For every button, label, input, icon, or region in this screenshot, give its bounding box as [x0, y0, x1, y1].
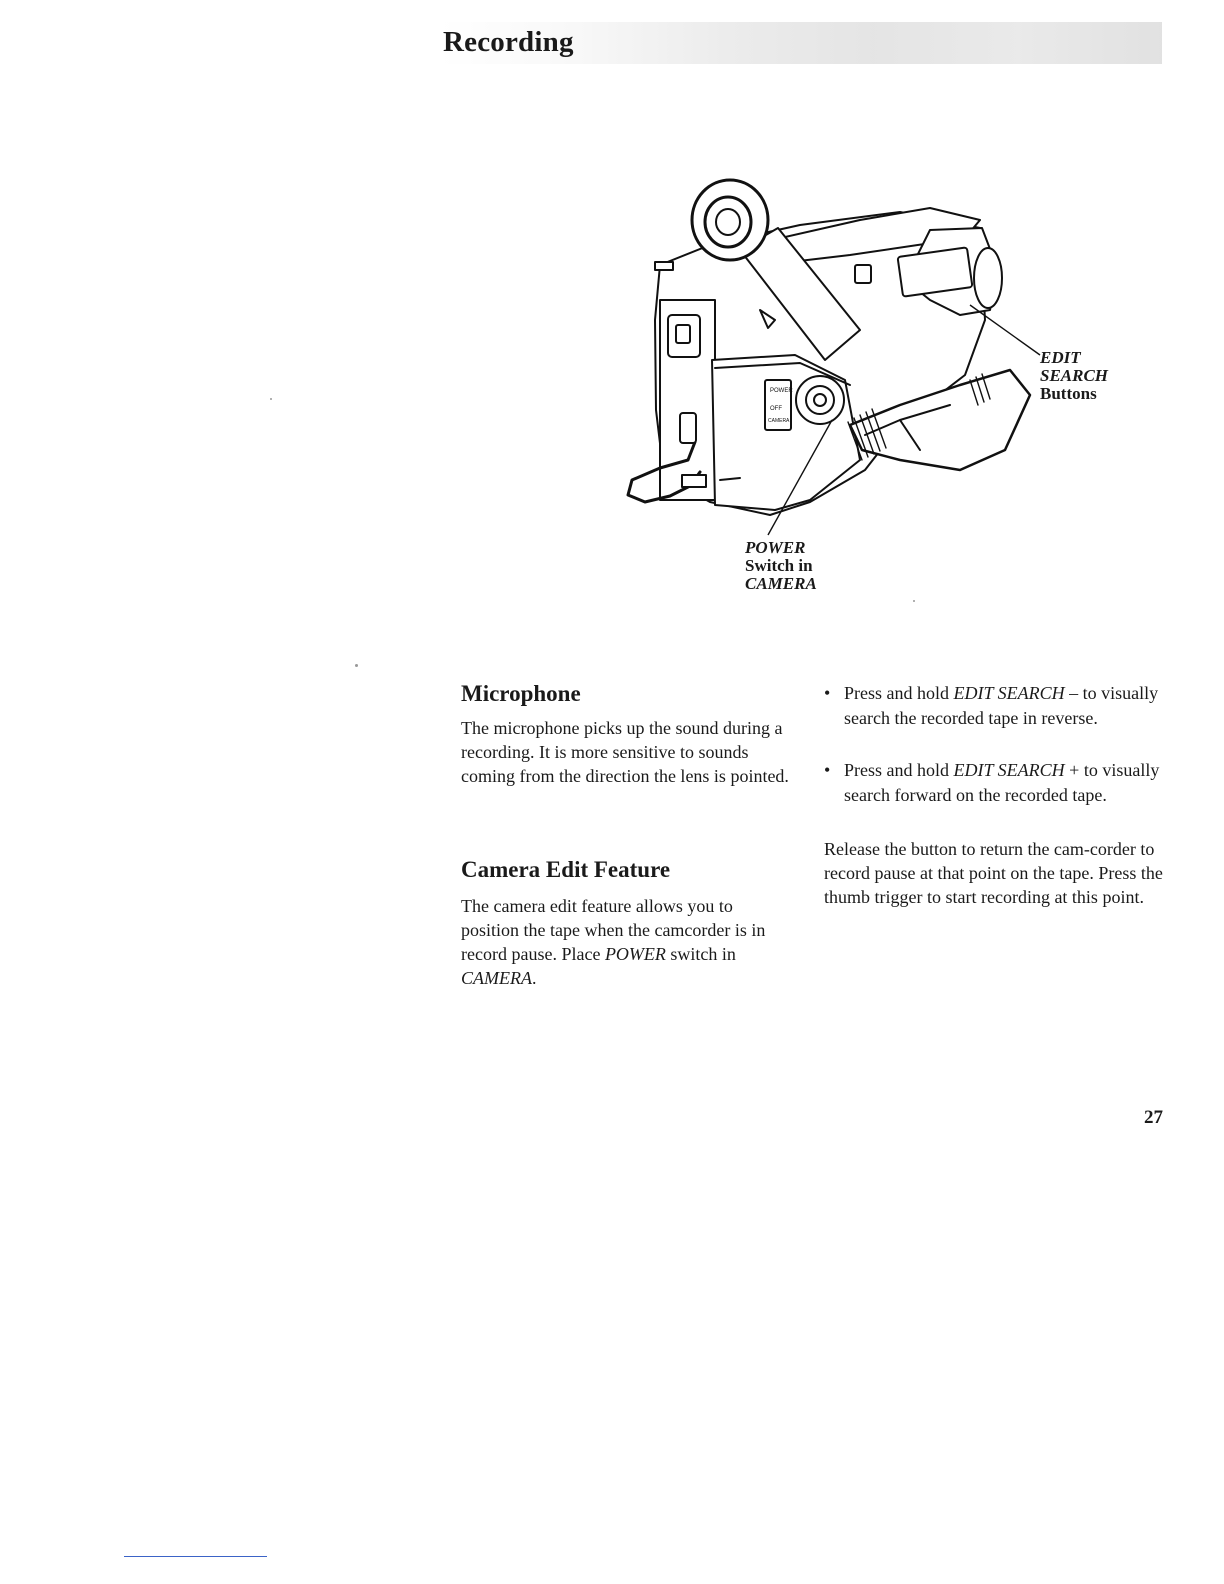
bullet-2-pre: Press and hold	[844, 760, 954, 780]
camera-edit-body-em1: POWER	[604, 944, 666, 964]
camera-edit-body	[461, 894, 791, 990]
bullet-1-post: – to visually search the recorded tape in reverse.	[844, 683, 1159, 728]
off-label-on-body: OFF	[770, 406, 782, 412]
microphone-heading: Microphone	[461, 681, 581, 706]
power-switch-callout	[745, 539, 817, 593]
camcorder-illustration	[600, 160, 1200, 610]
microphone-body: The microphone picks up the sound during a recording. It is more sensitive to sounds coming from the direction the lens is pointed.	[461, 718, 789, 786]
camera-label-on-body: CAMERA	[768, 418, 790, 424]
callout-power-line3: CAMERA	[745, 574, 817, 593]
scan-speck	[913, 600, 915, 602]
bullet-2-em: EDIT SEARCH	[953, 760, 1065, 780]
edit-search-callout	[1040, 349, 1108, 403]
bullet-dot: •	[824, 683, 831, 703]
callout-edit-line1: EDIT	[1040, 348, 1081, 367]
callout-edit-line3: Buttons	[1040, 384, 1097, 403]
camera-edit-body-pre: The camera edit feature allows you to position the tape when the camcorder is in record pause. Place	[461, 896, 766, 964]
power-label-on-body: POWER	[770, 388, 793, 394]
scan-speck	[270, 398, 272, 400]
bullet-1-em: EDIT SEARCH	[953, 683, 1065, 703]
bullet-2-post: + to visually search forward on the recorded tape.	[844, 760, 1160, 805]
page-number: 27	[1144, 1107, 1163, 1128]
list-item	[824, 758, 1169, 807]
bullet-dot: •	[824, 760, 831, 780]
page-title: Recording	[443, 26, 574, 58]
callout-power-line1: POWER	[745, 538, 806, 557]
callout-power-line2: Switch in	[745, 556, 813, 575]
camera-edit-body-post: .	[531, 968, 537, 988]
release-paragraph: Release the button to return the cam-corder to record pause at that point on the tape. Press the thumb trigger to start recording at this point.	[824, 839, 1163, 907]
callout-edit-line2: SEARCH	[1040, 366, 1109, 385]
camera-edit-body-mid: switch in	[665, 944, 736, 964]
footer-rule	[124, 1556, 267, 1557]
camera-edit-heading: Camera Edit Feature	[461, 857, 671, 882]
camera-edit-body-em2: CAMERA	[461, 968, 532, 988]
bullet-1-pre: Press and hold	[844, 683, 954, 703]
list-item	[824, 681, 1169, 730]
scan-speck	[355, 664, 358, 667]
